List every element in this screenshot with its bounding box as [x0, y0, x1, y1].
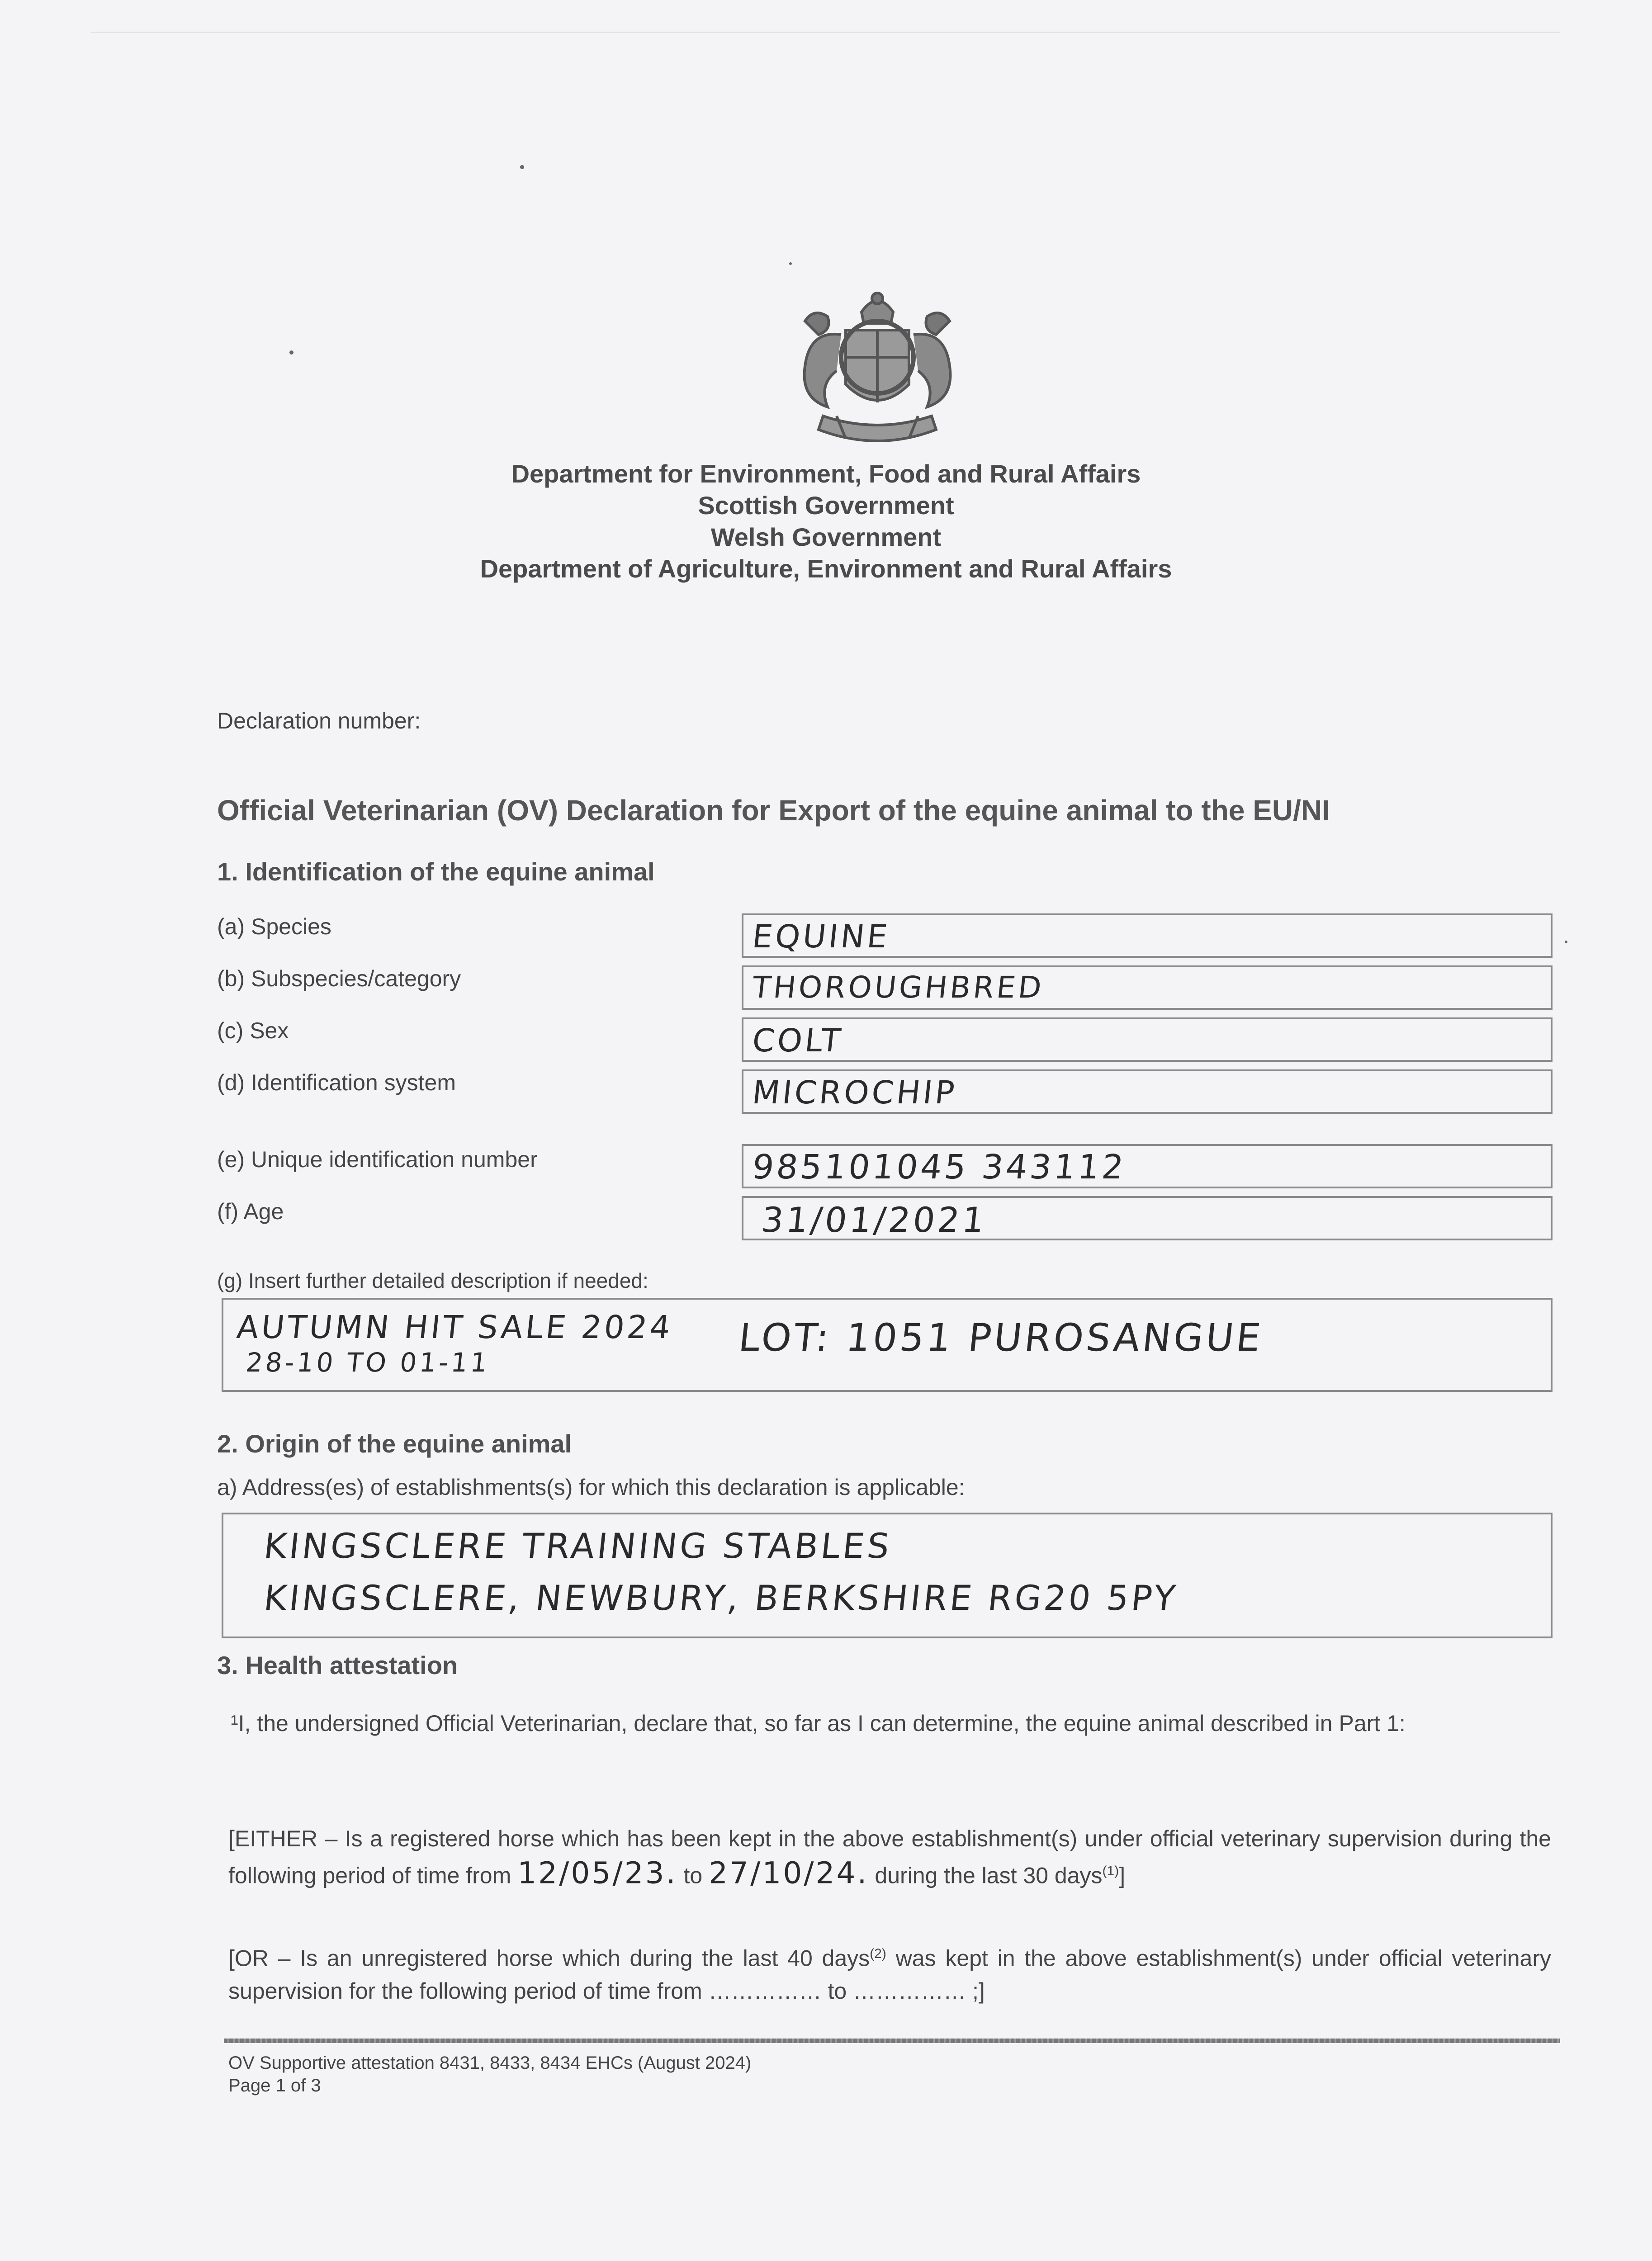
sex-value: COLT	[750, 1022, 845, 1059]
department-name: Welsh Government	[710, 523, 942, 551]
unique-id-field[interactable]	[742, 1144, 1553, 1188]
footnote-ref: (1)	[1102, 1864, 1119, 1878]
scan-speck	[1565, 941, 1567, 943]
department-name: Department of Agriculture, Environment and Rural Affairs	[480, 554, 1172, 583]
address-field[interactable]	[222, 1513, 1553, 1638]
royal-coat-of-arms-emblem	[778, 280, 977, 452]
identification-system-value: MICROCHIP	[750, 1074, 959, 1111]
page-number: Page 1 of 3	[228, 2076, 321, 2095]
further-description-line2: 28-10 TO 01-11	[244, 1347, 492, 1378]
further-description-label: (g) Insert further detailed description if needed:	[217, 1269, 648, 1292]
scan-speck	[789, 262, 792, 265]
scan-speck	[520, 165, 524, 169]
or-clause	[228, 1938, 1551, 2007]
department-name: Scottish Government	[698, 491, 954, 520]
sex-label: (c) Sex	[217, 1018, 289, 1043]
either-clause-text: [EITHER – Is a registered horse which has been kept in the above establishment(s) under official veterinary supervision during the following period of time from	[228, 1826, 1551, 1888]
species-value: EQUINE	[750, 918, 892, 955]
species-label: (a) Species	[217, 914, 331, 939]
either-to-date: 27/10/24.	[709, 1855, 869, 1891]
subspecies-field[interactable]	[742, 965, 1553, 1010]
subspecies-label: (b) Subspecies/category	[217, 966, 461, 991]
unique-id-label: (e) Unique identification number	[217, 1147, 538, 1172]
further-description-lot: LOT: 1051 PUROSANGUE	[736, 1315, 1266, 1360]
scan-edge-line	[90, 32, 1560, 33]
address-line-2: KINGSCLERE, NEWBURY, BERKSHIRE RG20 5PY	[262, 1578, 1180, 1618]
either-clause	[228, 1822, 1551, 1892]
section-2-heading: 2. Origin of the equine animal	[217, 1429, 572, 1458]
species-field[interactable]	[742, 913, 1553, 958]
either-clause-end: during the last 30 days	[875, 1863, 1103, 1888]
scan-speck	[289, 350, 293, 355]
either-to-word: to	[683, 1863, 703, 1888]
footer-rule	[224, 2039, 1560, 2043]
address-line-1: KINGSCLERE TRAINING STABLES	[262, 1526, 894, 1566]
age-field[interactable]	[742, 1196, 1553, 1240]
further-description-field[interactable]	[222, 1298, 1553, 1392]
section-1-heading: 1. Identification of the equine animal	[217, 857, 655, 886]
identification-system-field[interactable]	[742, 1069, 1553, 1114]
section-3-heading: 3. Health attestation	[217, 1651, 458, 1679]
age-label: (f) Age	[217, 1199, 284, 1224]
declaration-number-label: Declaration number:	[217, 708, 421, 733]
further-description-line1: AUTUMN HIT SALE 2024	[235, 1309, 675, 1346]
either-from-date: 12/05/23.	[517, 1855, 677, 1891]
unique-id-value: 985101045 343112	[750, 1148, 1128, 1187]
health-attestation-intro: ¹I, the undersigned Official Veterinarian, declare that, so far as I can determine, the equine animal described in Part 1:	[231, 1711, 1406, 1736]
footer-attestation-ref: OV Supportive attestation 8431, 8433, 8434 EHCs (August 2024)	[228, 2053, 752, 2073]
or-clause-text-2: was kept in the above establishment(s) under official veterinary supervision for the following period of time from …………… to …………… ;]	[228, 1945, 1551, 2004]
sex-field[interactable]	[742, 1017, 1553, 1062]
either-close-bracket: ]	[1119, 1863, 1126, 1888]
or-clause-text: [OR – Is an unregistered horse which during the last 40 days	[228, 1945, 870, 1971]
age-value: 31/01/2021	[759, 1200, 989, 1240]
subspecies-value: THOROUGHBRED	[750, 970, 1046, 1005]
address-label: a) Address(es) of establishments(s) for which this declaration is applicable:	[217, 1475, 965, 1500]
footnote-ref: (2)	[870, 1946, 886, 1961]
department-name: Department for Environment, Food and Rural Affairs	[511, 459, 1141, 488]
identification-system-label: (d) Identification system	[217, 1070, 456, 1095]
document-title: Official Veterinarian (OV) Declaration for Export of the equine animal to the EU/NI	[217, 794, 1330, 827]
